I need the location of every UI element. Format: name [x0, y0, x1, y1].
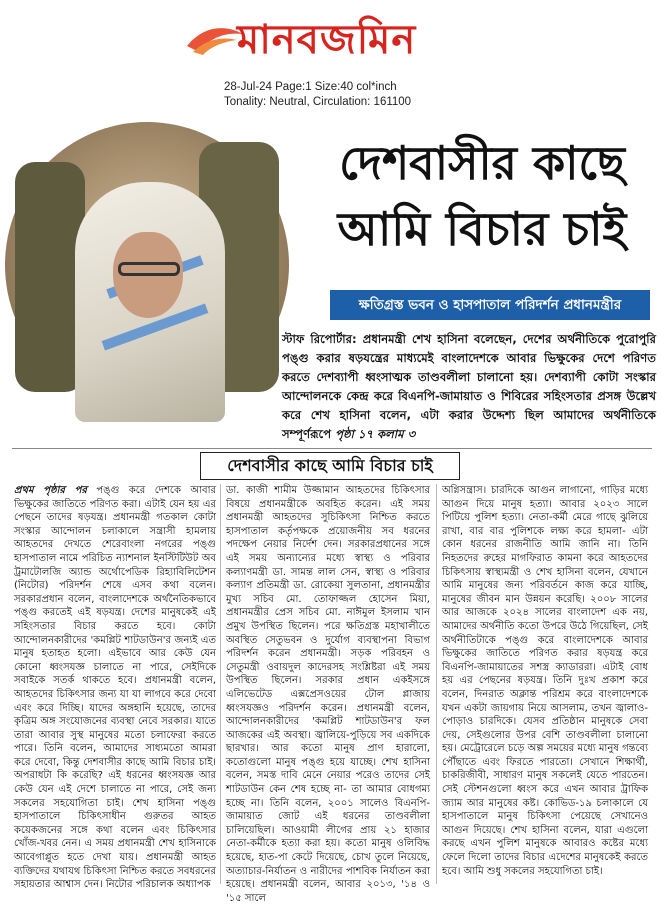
masthead	[185, 4, 505, 76]
photo-circle	[5, 122, 289, 408]
masthead-title: মানবজমিন	[237, 16, 417, 63]
continuation-banner: দেশবাসীর কাছে আমি বিচার চাই	[200, 452, 460, 480]
column-3-text: অগ্নিসন্ত্রাস। চারদিকে আগুন লাগানো, গাড়ির মধ্যে আগুন দিয়ে মানুষ হত্যা। আবার ২০২৩ সালে পিটিয়ে পুলিশ হত্যা। নেতা-কর্মী মেরে গাছে ঝুলিয়ে রাখা, বার বার পুলিশকে লক্ষ্য করে হামলা- এটা কোন ধরনের রাজনীতি আমি জানি না। তিনি নিহতদের রুহের মাগফিরাত কামনা করে আহতদের চিকিৎসায় স্বাস্থ্যমন্ত্রী ও শেখ হাসিনা বলেন, যেখানে আমি মানুষের জন্য পরিবর্তনে কাজ করে যাচ্ছি, মানুষের জীবন মান উন্নয়ন করেছি। ২০০৮ সালের আর আজকে ২০২৪ সালের বাংলাদেশ এক নয়, আমাদের অর্থনীতি কতো উপরে উঠে গিয়েছিল, সেই অর্থনীতিটাকে পঙ্গু করে বাংলাদেশকে আবার ভিক্ষুকের জাতিতে পরিণত করার ষড়যন্ত্র করে বিএনপি-জামায়াতের সশস্ত্র ক্যাডাররা। এটাই বোধ হয় এর পেছনের ষড়যন্ত্র। তিনি দুঃখ প্রকাশ করে বলেন, দিনরাত অক্লান্ত পরিশ্রম করে বাংলাদেশকে যখন একটা জায়গায় নিয়ে আসলাম, তখন জ্বালাও-পোড়াও চারদিকে। যেসব প্রতিষ্ঠান মানুষকে সেবা দেয়, সেইগুলোর উপর বেশি তাণ্ডবলীলা চালানো হয়। মেট্রোরেলে চড়ে অল্প সময়ের মধ্যে মানুষ গন্তব্যে পৌঁছাতে এবং ফিরতে পারতো। সেখানে শিক্ষার্থী, চাকরিজীবী, সাধারণ মানুষ সকলেই যেতে পারতেন। সেই স্টেশনগুলো ধ্বংস করে এখন আবার ট্রাফিক জ্যাম আর মানুষের কষ্ট। কোভিড-১৯ চলাকালে যে হাসপাতালে মানুষ চিকিৎসা পেয়েছে সেখানেও আগুন দিয়েছে। শেখ হাসিনা বলেন, যারা এগুলো করছে এখন পুলিশ মানুষকে আবারও কষ্টের মধ্যে ফেলে দিলো তাদের বিচার এদেশের মানুষকেই করতে হবে। আমি শুধু সকলের সহযোগিতা চাই।	[442, 485, 648, 877]
column-1-text: পঙ্গু করে দেশকে আবার ভিক্ষুকের জাতিতে পরিণত করা। এটাই যেন হয় এর পেছনে তাদের ষড়যন্ত্র। প্রধানমন্ত্রী গতকাল কোটা সংস্কার আন্দোলন চলাকালে সন্ত্রাসী হামলায় আহতদের দেখতে শেরেবাংলা নগরের পঙ্গু হাসপাতাল নামে পরিচিত ন্যাশনাল ইনস্টিটিউট অব ট্রমাটোলজি অ্যান্ড অর্থোপেডিক রিহ্যাবিলিটেশন (নিটোর) পরিদর্শন শেষে এসব কথা বলেন। সরকারপ্রধান বলেন, বাংলাদেশকে অর্থনৈতিকভাবে পঙ্গু করতেই এই ষড়যন্ত্র। দেশের মানুষকেই এই সহিংসতার বিচার করতে হবে। কোটা আন্দোলনকারীদের 'কমপ্লিট শাটডাউন'র জন্যই এত মানুষ হতাহত হলো। এইভাবে আর কেউ যেন কোনো ধ্বংসযজ্ঞ চালাতে না পারে, সেইদিকে সবাইকে সতর্ক থাকতে হবে। প্রধানমন্ত্রী বলেন, আহতদের চিকিৎসার জন্য যা যা লাগবে করে দেবো এবং করে দিচ্ছি। যাদের অঙ্গহানি হয়েছে, তাদের কৃত্রিম অঙ্গ সংযোজনের ব্যবস্থা নেবে সরকার। যাতে তারা আবার সুস্থ মানুষের মতো চলাফেরা করতে পারে। তিনি বলেন, আমাদের সাধ্যমতো আমরা করে দেবো, কিন্তু দেশবাসীর কাছে আমি বিচার চাই। অপরাধটা কি করেছি? এই ধরনের ধ্বংসযজ্ঞ আর কেউ যেন এই দেশে চালাতে না পারে, সেই জন্য সকলের সহযোগিতা চাই। শেখ হাসিনা পঙ্গু হাসপাতালে চিকিৎসাধীন গুরুতর আহত কয়েকজনের সঙ্গে কথা বলেন এবং চিকিৎসার খোঁজ-খবর নেন। এ সময় প্রধানমন্ত্রী শেখ হাসিনাকে আবেগাপ্লুত হতে দেখা যায়। প্রধানমন্ত্রী আহত ব্যক্তিদের যথাযথ চিকিৎসা নিশ্চিত করতে সবধরনের সহায়তার আশ্বাস দেন। নিটোর পরিচালক অধ্যাপক	[14, 485, 216, 891]
headline	[312, 130, 652, 262]
headline-line1: দেশবাসীর কাছে	[339, 136, 625, 190]
column-3	[442, 484, 648, 889]
headline-line2: আমি বিচার চাই	[337, 202, 627, 256]
intro-paragraph	[282, 330, 656, 444]
column-1	[14, 484, 216, 889]
clip-info	[224, 80, 411, 110]
body-columns	[14, 484, 654, 904]
clip-info-line1: 28-Jul-24 Page:1 Size:40 col*inch	[224, 81, 397, 93]
continuation-lead: প্রথম পৃষ্ঠার পর	[14, 485, 87, 496]
jump-reference: পৃষ্ঠা ১৭ কলাম ৩	[335, 427, 416, 441]
intro-text: প্রধানমন্ত্রী শেখ হাসিনা বলেছেন, দেশের অর্থনীতিকে পুরোপুরি পঙ্গু করার ষড়যন্ত্রের মাধ্যমেই বাংলাদেশকে আবার ভিক্ষুকের দেশে পরিণত করতে দেশব্যাপী ধ্বংসাত্মক তাণ্ডবলীলা চালানো হয়। দেশব্যাপী কোটা সংস্কার আন্দোলনকে কেন্দ্র করে বিএনপি-জামায়াত ও শিবিরের সহিংসতার প্রসঙ্গ উল্লেখ করে শেখ হাসিনা বলেন, এটা করার উদ্দেশ্য ছিল আমাদের অর্থনীতিকে সম্পূর্ণরূপে	[282, 332, 656, 441]
kicker-strap: ক্ষতিগ্রস্ত ভবন ও হাসপাতাল পরিদর্শন প্রধানমন্ত্রীর	[330, 290, 650, 320]
article-photo	[0, 118, 300, 416]
byline: স্টাফ রিপোর্টার:	[282, 332, 357, 346]
masthead-swoosh-logo	[185, 22, 245, 56]
column-2-text: ডা. কাজী শামীম উজ্জামান আহতদের চিকিৎসার বিষয়ে প্রধানমন্ত্রীকে অবহিত করেন। এই সময় প্রধানমন্ত্রী আহতদের সুচিকিৎসা নিশ্চিত করতে হাসপাতাল কর্তৃপক্ষকে প্রয়োজনীয় সব ধরনের পদক্ষেপ নেয়ার নির্দেশ দেন। সরকারপ্রধানের সঙ্গে এই সময় অন্যান্যের মধ্যে স্বাস্থ্য ও পরিবার কল্যাণমন্ত্রী ডা. সামন্ত লাল সেন, স্বাস্থ্য ও পরিবার কল্যাণ প্রতিমন্ত্রী ডা. রোকেয়া সুলতানা, প্রধানমন্ত্রীর মুখ্য সচিব মো. তোফাজ্জল হোসেন মিয়া, প্রধানমন্ত্রীর প্রেস সচিব মো. নাঈমুল ইসলাম খান প্রমুখ উপস্থিত ছিলেন। পরে ক্ষতিগ্রস্ত মহাখালীতে অবস্থিত সেতুভবন ও দুর্যোগ ব্যবস্থাপনা বিভাগ পরিদর্শন করেন প্রধানমন্ত্রী। সড়ক পরিবহন ও সেতুমন্ত্রী ওবায়দুল কাদেরসহ সংশ্লিষ্টরা এই সময় উপস্থিত ছিলেন। সরকার প্রধান একইসঙ্গে এলিভেটেড এক্সপ্রেসওয়ের টোল প্লাজায় ধ্বংসযজ্ঞও পরিদর্শন করেন। প্রধানমন্ত্রী বলেন, আন্দোলনকারীদের 'কমপ্লিট শাটডাউন'র ফল আজকের এই অবস্থা। জ্বালিয়ে-পুড়িয়ে সব একদিকে ছারখার। আর কতো মানুষ প্রাণ হারালো, কতোগুলো মানুষ পঙ্গু হয়ে যাচ্ছে। শেখ হাসিনা বলেন, সমস্ত দাবি মেনে নেয়ার পরেও তাদের সেই শাটডাউন কেন শেষ হচ্ছে না- তা আমার বোধগম্য হচ্ছে না। তিনি বলেন, ২০০১ সালেও বিএনপি-জামায়াত জোট এই ধরনের তাণ্ডবলীলা চালিয়েছিল। আওয়ামী লীগের প্রায় ২১ হাজার নেতা-কর্মীকে হত্যা করা হয়। কতো মানুষ ওলিবিদ্ধ হয়েছে, হাত-পা কেটে দিয়েছে, চোখ তুলে নিয়েছে, অত্যাচার-নির্যাতন ও নারীদের পাশবিক নির্যাতন করা হয়েছে। প্রধানমন্ত্রী বলেন, আবার ২০১৩, '১৪ ও '১৫ সালে	[226, 485, 430, 904]
clip-info-line2: Tonality: Neutral, Circulation: 161100	[224, 96, 412, 108]
section-divider	[12, 448, 652, 449]
column-2	[226, 484, 430, 904]
